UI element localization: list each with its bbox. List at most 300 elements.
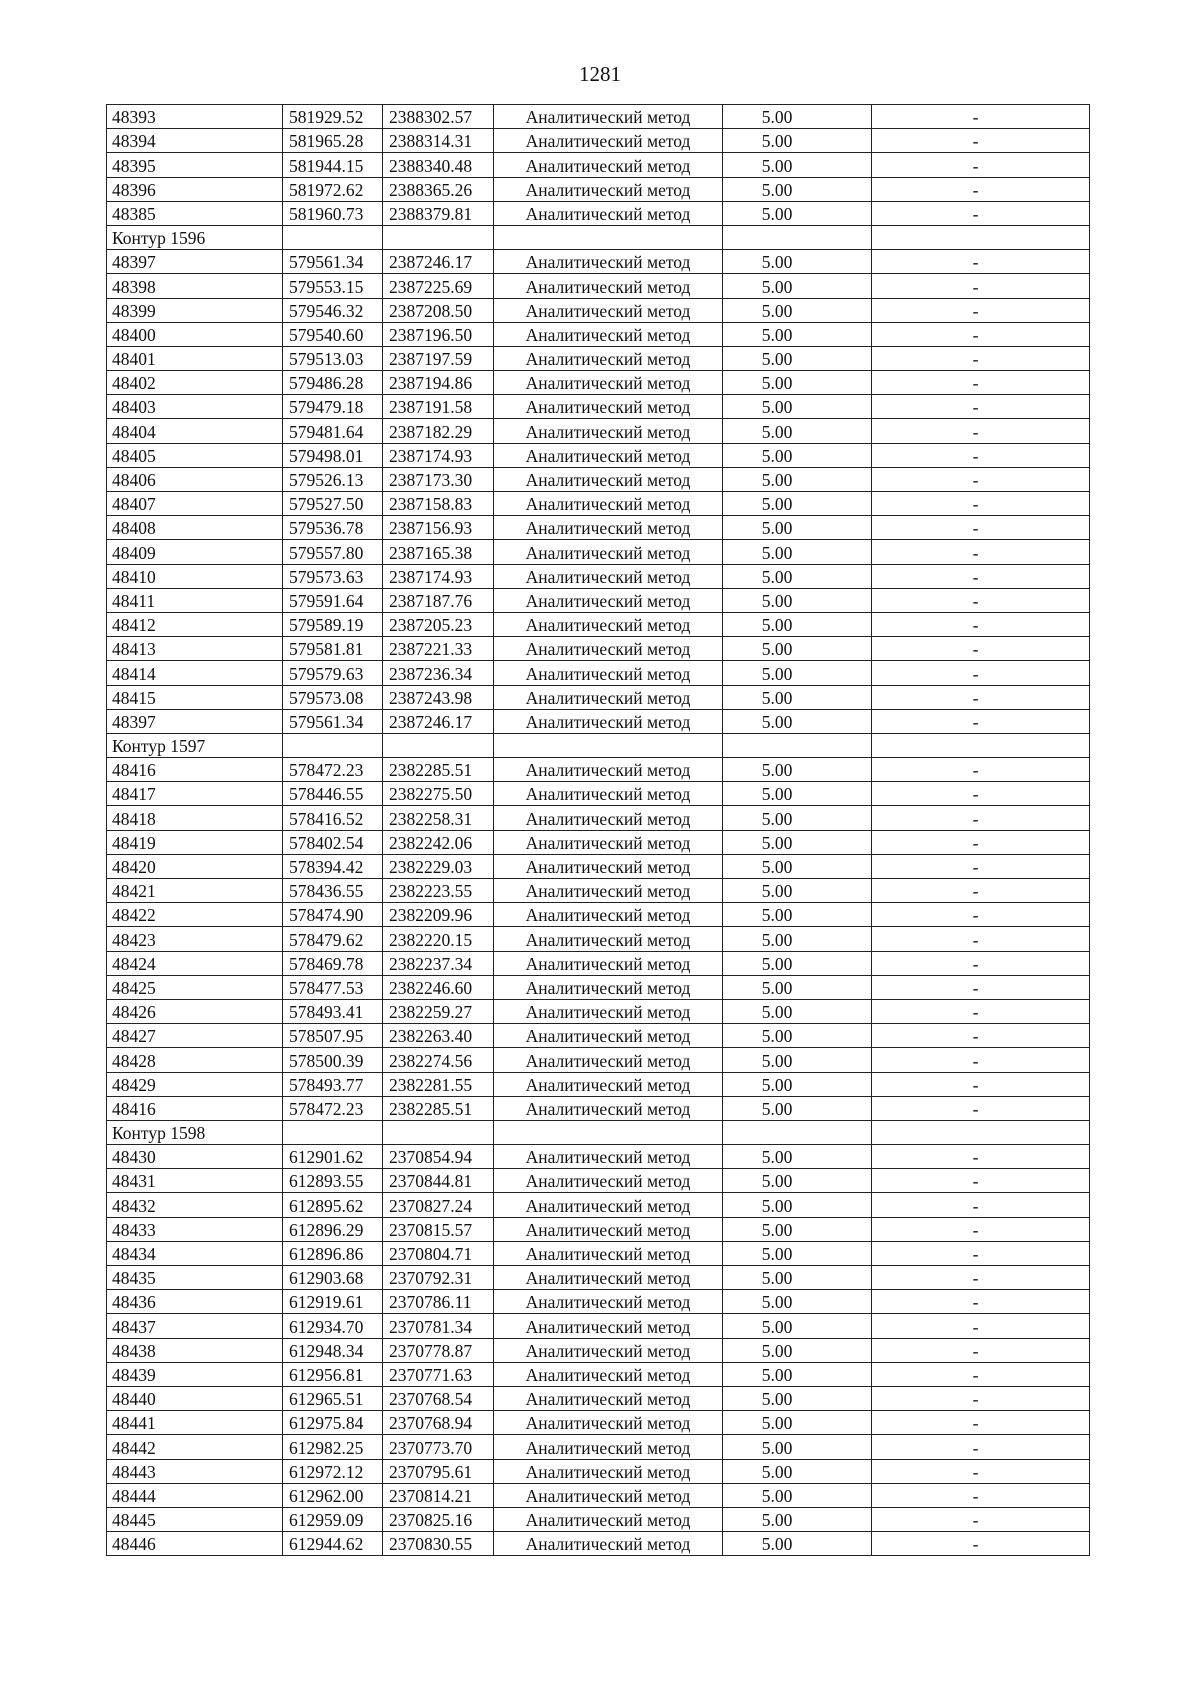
point-id-cell: 48403 xyxy=(107,395,283,419)
x-coordinate-cell: 579513.03 xyxy=(283,346,383,370)
point-id-cell: 48421 xyxy=(107,879,283,903)
note-cell: - xyxy=(872,129,1090,153)
point-id-cell: 48400 xyxy=(107,322,283,346)
table-row xyxy=(107,806,1090,830)
point-id-cell: 48431 xyxy=(107,1169,283,1193)
point-id-cell: 48430 xyxy=(107,1145,283,1169)
accuracy-cell: 5.00 xyxy=(723,661,872,685)
point-id-cell: 48417 xyxy=(107,782,283,806)
y-coordinate-cell: 2382285.51 xyxy=(383,1096,494,1120)
accuracy-cell: 5.00 xyxy=(723,346,872,370)
y-coordinate-cell: 2382258.31 xyxy=(383,806,494,830)
y-coordinate-cell: 2370804.71 xyxy=(383,1241,494,1265)
table-row xyxy=(107,129,1090,153)
accuracy-cell: 5.00 xyxy=(723,250,872,274)
method-cell: Аналитический метод xyxy=(494,1386,723,1410)
y-coordinate-cell: 2387225.69 xyxy=(383,274,494,298)
y-coordinate-cell: 2388340.48 xyxy=(383,153,494,177)
x-coordinate-cell: 579498.01 xyxy=(283,443,383,467)
table-row xyxy=(107,1314,1090,1338)
point-id-cell: 48397 xyxy=(107,709,283,733)
empty-cell xyxy=(872,225,1090,249)
note-cell: - xyxy=(872,1266,1090,1290)
table-row xyxy=(107,975,1090,999)
method-cell: Аналитический метод xyxy=(494,201,723,225)
empty-cell xyxy=(283,1120,383,1144)
note-cell: - xyxy=(872,782,1090,806)
x-coordinate-cell: 578402.54 xyxy=(283,830,383,854)
y-coordinate-cell: 2370781.34 xyxy=(383,1314,494,1338)
note-cell: - xyxy=(872,975,1090,999)
accuracy-cell: 5.00 xyxy=(723,1241,872,1265)
x-coordinate-cell: 579579.63 xyxy=(283,661,383,685)
x-coordinate-cell: 579573.08 xyxy=(283,685,383,709)
x-coordinate-cell: 612948.34 xyxy=(283,1338,383,1362)
accuracy-cell: 5.00 xyxy=(723,758,872,782)
table-row xyxy=(107,250,1090,274)
method-cell: Аналитический метод xyxy=(494,467,723,491)
contour-header-row xyxy=(107,225,1090,249)
accuracy-cell: 5.00 xyxy=(723,1338,872,1362)
point-id-cell: 48443 xyxy=(107,1459,283,1483)
empty-cell xyxy=(494,733,723,757)
note-cell: - xyxy=(872,298,1090,322)
point-id-cell: 48416 xyxy=(107,1096,283,1120)
table-row xyxy=(107,564,1090,588)
point-id-cell: 48410 xyxy=(107,564,283,588)
y-coordinate-cell: 2388302.57 xyxy=(383,105,494,129)
empty-cell xyxy=(872,1120,1090,1144)
note-cell: - xyxy=(872,346,1090,370)
point-id-cell: 48412 xyxy=(107,612,283,636)
table-row xyxy=(107,758,1090,782)
y-coordinate-cell: 2370792.31 xyxy=(383,1266,494,1290)
x-coordinate-cell: 578469.78 xyxy=(283,951,383,975)
x-coordinate-cell: 579591.64 xyxy=(283,588,383,612)
table-row xyxy=(107,177,1090,201)
x-coordinate-cell: 612896.29 xyxy=(283,1217,383,1241)
method-cell: Аналитический метод xyxy=(494,1193,723,1217)
point-id-cell: 48385 xyxy=(107,201,283,225)
point-id-cell: 48414 xyxy=(107,661,283,685)
y-coordinate-cell: 2382246.60 xyxy=(383,975,494,999)
accuracy-cell: 5.00 xyxy=(723,830,872,854)
x-coordinate-cell: 581929.52 xyxy=(283,105,383,129)
y-coordinate-cell: 2370771.63 xyxy=(383,1362,494,1386)
note-cell: - xyxy=(872,1169,1090,1193)
x-coordinate-cell: 612934.70 xyxy=(283,1314,383,1338)
point-id-cell: 48444 xyxy=(107,1483,283,1507)
y-coordinate-cell: 2387221.33 xyxy=(383,637,494,661)
x-coordinate-cell: 578394.42 xyxy=(283,854,383,878)
method-cell: Аналитический метод xyxy=(494,395,723,419)
y-coordinate-cell: 2370827.24 xyxy=(383,1193,494,1217)
method-cell: Аналитический метод xyxy=(494,1290,723,1314)
accuracy-cell: 5.00 xyxy=(723,806,872,830)
note-cell: - xyxy=(872,250,1090,274)
contour-header-row xyxy=(107,1120,1090,1144)
y-coordinate-cell: 2388314.31 xyxy=(383,129,494,153)
note-cell: - xyxy=(872,661,1090,685)
x-coordinate-cell: 578416.52 xyxy=(283,806,383,830)
y-coordinate-cell: 2382220.15 xyxy=(383,927,494,951)
note-cell: - xyxy=(872,903,1090,927)
coordinates-table xyxy=(106,104,1090,1556)
point-id-cell: 48398 xyxy=(107,274,283,298)
table-row xyxy=(107,854,1090,878)
note-cell: - xyxy=(872,1507,1090,1531)
method-cell: Аналитический метод xyxy=(494,1435,723,1459)
x-coordinate-cell: 578472.23 xyxy=(283,758,383,782)
table-row xyxy=(107,685,1090,709)
empty-cell xyxy=(723,225,872,249)
point-id-cell: 48404 xyxy=(107,419,283,443)
note-cell: - xyxy=(872,1362,1090,1386)
accuracy-cell: 5.00 xyxy=(723,443,872,467)
x-coordinate-cell: 612944.62 xyxy=(283,1532,383,1556)
note-cell: - xyxy=(872,177,1090,201)
y-coordinate-cell: 2387197.59 xyxy=(383,346,494,370)
table-row xyxy=(107,1096,1090,1120)
accuracy-cell: 5.00 xyxy=(723,588,872,612)
y-coordinate-cell: 2382275.50 xyxy=(383,782,494,806)
note-cell: - xyxy=(872,201,1090,225)
accuracy-cell: 5.00 xyxy=(723,1411,872,1435)
method-cell: Аналитический метод xyxy=(494,1483,723,1507)
accuracy-cell: 5.00 xyxy=(723,782,872,806)
point-id-cell: 48424 xyxy=(107,951,283,975)
table-row xyxy=(107,1145,1090,1169)
x-coordinate-cell: 578477.53 xyxy=(283,975,383,999)
method-cell: Аналитический метод xyxy=(494,1145,723,1169)
y-coordinate-cell: 2388379.81 xyxy=(383,201,494,225)
table-row xyxy=(107,1459,1090,1483)
y-coordinate-cell: 2387158.83 xyxy=(383,492,494,516)
x-coordinate-cell: 612901.62 xyxy=(283,1145,383,1169)
note-cell: - xyxy=(872,1290,1090,1314)
table-row xyxy=(107,1193,1090,1217)
accuracy-cell: 5.00 xyxy=(723,371,872,395)
table-row xyxy=(107,999,1090,1023)
y-coordinate-cell: 2382237.34 xyxy=(383,951,494,975)
note-cell: - xyxy=(872,1532,1090,1556)
note-cell: - xyxy=(872,1483,1090,1507)
note-cell: - xyxy=(872,806,1090,830)
x-coordinate-cell: 612959.09 xyxy=(283,1507,383,1531)
y-coordinate-cell: 2387194.86 xyxy=(383,371,494,395)
point-id-cell: 48413 xyxy=(107,637,283,661)
note-cell: - xyxy=(872,1435,1090,1459)
point-id-cell: 48432 xyxy=(107,1193,283,1217)
note-cell: - xyxy=(872,1459,1090,1483)
x-coordinate-cell: 579536.78 xyxy=(283,516,383,540)
y-coordinate-cell: 2370815.57 xyxy=(383,1217,494,1241)
accuracy-cell: 5.00 xyxy=(723,201,872,225)
point-id-cell: 48419 xyxy=(107,830,283,854)
method-cell: Аналитический метод xyxy=(494,274,723,298)
note-cell: - xyxy=(872,758,1090,782)
x-coordinate-cell: 578472.23 xyxy=(283,1096,383,1120)
method-cell: Аналитический метод xyxy=(494,1411,723,1435)
x-coordinate-cell: 612896.86 xyxy=(283,1241,383,1265)
x-coordinate-cell: 578474.90 xyxy=(283,903,383,927)
contour-label: Контур 1597 xyxy=(107,733,283,757)
y-coordinate-cell: 2382274.56 xyxy=(383,1048,494,1072)
accuracy-cell: 5.00 xyxy=(723,419,872,443)
empty-cell xyxy=(283,225,383,249)
accuracy-cell: 5.00 xyxy=(723,105,872,129)
point-id-cell: 48438 xyxy=(107,1338,283,1362)
note-cell: - xyxy=(872,371,1090,395)
note-cell: - xyxy=(872,395,1090,419)
table-row xyxy=(107,516,1090,540)
x-coordinate-cell: 612965.51 xyxy=(283,1386,383,1410)
x-coordinate-cell: 579481.64 xyxy=(283,419,383,443)
table-row xyxy=(107,1024,1090,1048)
table-row xyxy=(107,830,1090,854)
point-id-cell: 48425 xyxy=(107,975,283,999)
y-coordinate-cell: 2387174.93 xyxy=(383,564,494,588)
table-row xyxy=(107,1048,1090,1072)
point-id-cell: 48394 xyxy=(107,129,283,153)
method-cell: Аналитический метод xyxy=(494,927,723,951)
empty-cell xyxy=(383,225,494,249)
contour-label: Контур 1596 xyxy=(107,225,283,249)
point-id-cell: 48441 xyxy=(107,1411,283,1435)
point-id-cell: 48402 xyxy=(107,371,283,395)
y-coordinate-cell: 2387165.38 xyxy=(383,540,494,564)
method-cell: Аналитический метод xyxy=(494,153,723,177)
table-row xyxy=(107,1507,1090,1531)
point-id-cell: 48415 xyxy=(107,685,283,709)
table-row xyxy=(107,1483,1090,1507)
table-row xyxy=(107,201,1090,225)
point-id-cell: 48405 xyxy=(107,443,283,467)
method-cell: Аналитический метод xyxy=(494,1459,723,1483)
y-coordinate-cell: 2382209.96 xyxy=(383,903,494,927)
note-cell: - xyxy=(872,274,1090,298)
table-row xyxy=(107,298,1090,322)
y-coordinate-cell: 2382242.06 xyxy=(383,830,494,854)
note-cell: - xyxy=(872,951,1090,975)
table-row xyxy=(107,782,1090,806)
y-coordinate-cell: 2387243.98 xyxy=(383,685,494,709)
accuracy-cell: 5.00 xyxy=(723,322,872,346)
point-id-cell: 48422 xyxy=(107,903,283,927)
accuracy-cell: 5.00 xyxy=(723,564,872,588)
method-cell: Аналитический метод xyxy=(494,1314,723,1338)
x-coordinate-cell: 579561.34 xyxy=(283,709,383,733)
point-id-cell: 48427 xyxy=(107,1024,283,1048)
note-cell: - xyxy=(872,1338,1090,1362)
note-cell: - xyxy=(872,105,1090,129)
point-id-cell: 48439 xyxy=(107,1362,283,1386)
note-cell: - xyxy=(872,1241,1090,1265)
note-cell: - xyxy=(872,1314,1090,1338)
empty-cell xyxy=(383,1120,494,1144)
accuracy-cell: 5.00 xyxy=(723,129,872,153)
x-coordinate-cell: 579557.80 xyxy=(283,540,383,564)
x-coordinate-cell: 579540.60 xyxy=(283,322,383,346)
y-coordinate-cell: 2370844.81 xyxy=(383,1169,494,1193)
method-cell: Аналитический метод xyxy=(494,105,723,129)
y-coordinate-cell: 2370814.21 xyxy=(383,1483,494,1507)
point-id-cell: 48399 xyxy=(107,298,283,322)
note-cell: - xyxy=(872,467,1090,491)
accuracy-cell: 5.00 xyxy=(723,927,872,951)
table-row xyxy=(107,1435,1090,1459)
point-id-cell: 48442 xyxy=(107,1435,283,1459)
method-cell: Аналитический метод xyxy=(494,661,723,685)
accuracy-cell: 5.00 xyxy=(723,637,872,661)
note-cell: - xyxy=(872,443,1090,467)
method-cell: Аналитический метод xyxy=(494,322,723,346)
table-row xyxy=(107,153,1090,177)
accuracy-cell: 5.00 xyxy=(723,1386,872,1410)
accuracy-cell: 5.00 xyxy=(723,999,872,1023)
table-row xyxy=(107,1266,1090,1290)
method-cell: Аналитический метод xyxy=(494,564,723,588)
accuracy-cell: 5.00 xyxy=(723,975,872,999)
x-coordinate-cell: 579546.32 xyxy=(283,298,383,322)
method-cell: Аналитический метод xyxy=(494,1362,723,1386)
point-id-cell: 48396 xyxy=(107,177,283,201)
y-coordinate-cell: 2382259.27 xyxy=(383,999,494,1023)
point-id-cell: 48440 xyxy=(107,1386,283,1410)
y-coordinate-cell: 2387173.30 xyxy=(383,467,494,491)
x-coordinate-cell: 578493.41 xyxy=(283,999,383,1023)
method-cell: Аналитический метод xyxy=(494,1266,723,1290)
accuracy-cell: 5.00 xyxy=(723,540,872,564)
accuracy-cell: 5.00 xyxy=(723,1096,872,1120)
method-cell: Аналитический метод xyxy=(494,854,723,878)
note-cell: - xyxy=(872,612,1090,636)
x-coordinate-cell: 578436.55 xyxy=(283,879,383,903)
point-id-cell: 48406 xyxy=(107,467,283,491)
x-coordinate-cell: 612975.84 xyxy=(283,1411,383,1435)
point-id-cell: 48418 xyxy=(107,806,283,830)
y-coordinate-cell: 2370854.94 xyxy=(383,1145,494,1169)
note-cell: - xyxy=(872,588,1090,612)
accuracy-cell: 5.00 xyxy=(723,709,872,733)
method-cell: Аналитический метод xyxy=(494,1024,723,1048)
x-coordinate-cell: 579553.15 xyxy=(283,274,383,298)
table-row xyxy=(107,540,1090,564)
note-cell: - xyxy=(872,999,1090,1023)
method-cell: Аналитический метод xyxy=(494,1338,723,1362)
method-cell: Аналитический метод xyxy=(494,346,723,370)
x-coordinate-cell: 612982.25 xyxy=(283,1435,383,1459)
note-cell: - xyxy=(872,830,1090,854)
method-cell: Аналитический метод xyxy=(494,1169,723,1193)
x-coordinate-cell: 612893.55 xyxy=(283,1169,383,1193)
method-cell: Аналитический метод xyxy=(494,371,723,395)
table-row xyxy=(107,467,1090,491)
method-cell: Аналитический метод xyxy=(494,1096,723,1120)
x-coordinate-cell: 578493.77 xyxy=(283,1072,383,1096)
point-id-cell: 48428 xyxy=(107,1048,283,1072)
point-id-cell: 48416 xyxy=(107,758,283,782)
empty-cell xyxy=(872,733,1090,757)
y-coordinate-cell: 2370786.11 xyxy=(383,1290,494,1314)
method-cell: Аналитический метод xyxy=(494,830,723,854)
note-cell: - xyxy=(872,1072,1090,1096)
table-row xyxy=(107,346,1090,370)
table-body xyxy=(107,105,1090,1556)
table-row xyxy=(107,322,1090,346)
accuracy-cell: 5.00 xyxy=(723,1024,872,1048)
y-coordinate-cell: 2382281.55 xyxy=(383,1072,494,1096)
x-coordinate-cell: 581960.73 xyxy=(283,201,383,225)
x-coordinate-cell: 579486.28 xyxy=(283,371,383,395)
note-cell: - xyxy=(872,1386,1090,1410)
y-coordinate-cell: 2387196.50 xyxy=(383,322,494,346)
accuracy-cell: 5.00 xyxy=(723,274,872,298)
x-coordinate-cell: 612972.12 xyxy=(283,1459,383,1483)
accuracy-cell: 5.00 xyxy=(723,1048,872,1072)
method-cell: Аналитический метод xyxy=(494,758,723,782)
x-coordinate-cell: 579573.63 xyxy=(283,564,383,588)
table-row xyxy=(107,274,1090,298)
y-coordinate-cell: 2382223.55 xyxy=(383,879,494,903)
table-row xyxy=(107,105,1090,129)
note-cell: - xyxy=(872,927,1090,951)
table-row xyxy=(107,879,1090,903)
method-cell: Аналитический метод xyxy=(494,250,723,274)
table-row xyxy=(107,927,1090,951)
y-coordinate-cell: 2387246.17 xyxy=(383,250,494,274)
x-coordinate-cell: 612919.61 xyxy=(283,1290,383,1314)
point-id-cell: 48446 xyxy=(107,1532,283,1556)
table-row xyxy=(107,1169,1090,1193)
y-coordinate-cell: 2382229.03 xyxy=(383,854,494,878)
point-id-cell: 48397 xyxy=(107,250,283,274)
table-row xyxy=(107,1532,1090,1556)
table-row xyxy=(107,709,1090,733)
y-coordinate-cell: 2387156.93 xyxy=(383,516,494,540)
accuracy-cell: 5.00 xyxy=(723,1459,872,1483)
x-coordinate-cell: 581944.15 xyxy=(283,153,383,177)
point-id-cell: 48407 xyxy=(107,492,283,516)
x-coordinate-cell: 581965.28 xyxy=(283,129,383,153)
accuracy-cell: 5.00 xyxy=(723,879,872,903)
accuracy-cell: 5.00 xyxy=(723,903,872,927)
point-id-cell: 48426 xyxy=(107,999,283,1023)
accuracy-cell: 5.00 xyxy=(723,298,872,322)
method-cell: Аналитический метод xyxy=(494,975,723,999)
x-coordinate-cell: 612962.00 xyxy=(283,1483,383,1507)
method-cell: Аналитический метод xyxy=(494,1241,723,1265)
note-cell: - xyxy=(872,709,1090,733)
table-row xyxy=(107,1338,1090,1362)
x-coordinate-cell: 579526.13 xyxy=(283,467,383,491)
accuracy-cell: 5.00 xyxy=(723,1290,872,1314)
note-cell: - xyxy=(872,854,1090,878)
x-coordinate-cell: 578479.62 xyxy=(283,927,383,951)
note-cell: - xyxy=(872,1096,1090,1120)
method-cell: Аналитический метод xyxy=(494,999,723,1023)
accuracy-cell: 5.00 xyxy=(723,492,872,516)
note-cell: - xyxy=(872,322,1090,346)
note-cell: - xyxy=(872,1024,1090,1048)
y-coordinate-cell: 2382285.51 xyxy=(383,758,494,782)
x-coordinate-cell: 612895.62 xyxy=(283,1193,383,1217)
accuracy-cell: 5.00 xyxy=(723,1193,872,1217)
y-coordinate-cell: 2387205.23 xyxy=(383,612,494,636)
x-coordinate-cell: 612956.81 xyxy=(283,1362,383,1386)
y-coordinate-cell: 2370825.16 xyxy=(383,1507,494,1531)
table-row xyxy=(107,588,1090,612)
